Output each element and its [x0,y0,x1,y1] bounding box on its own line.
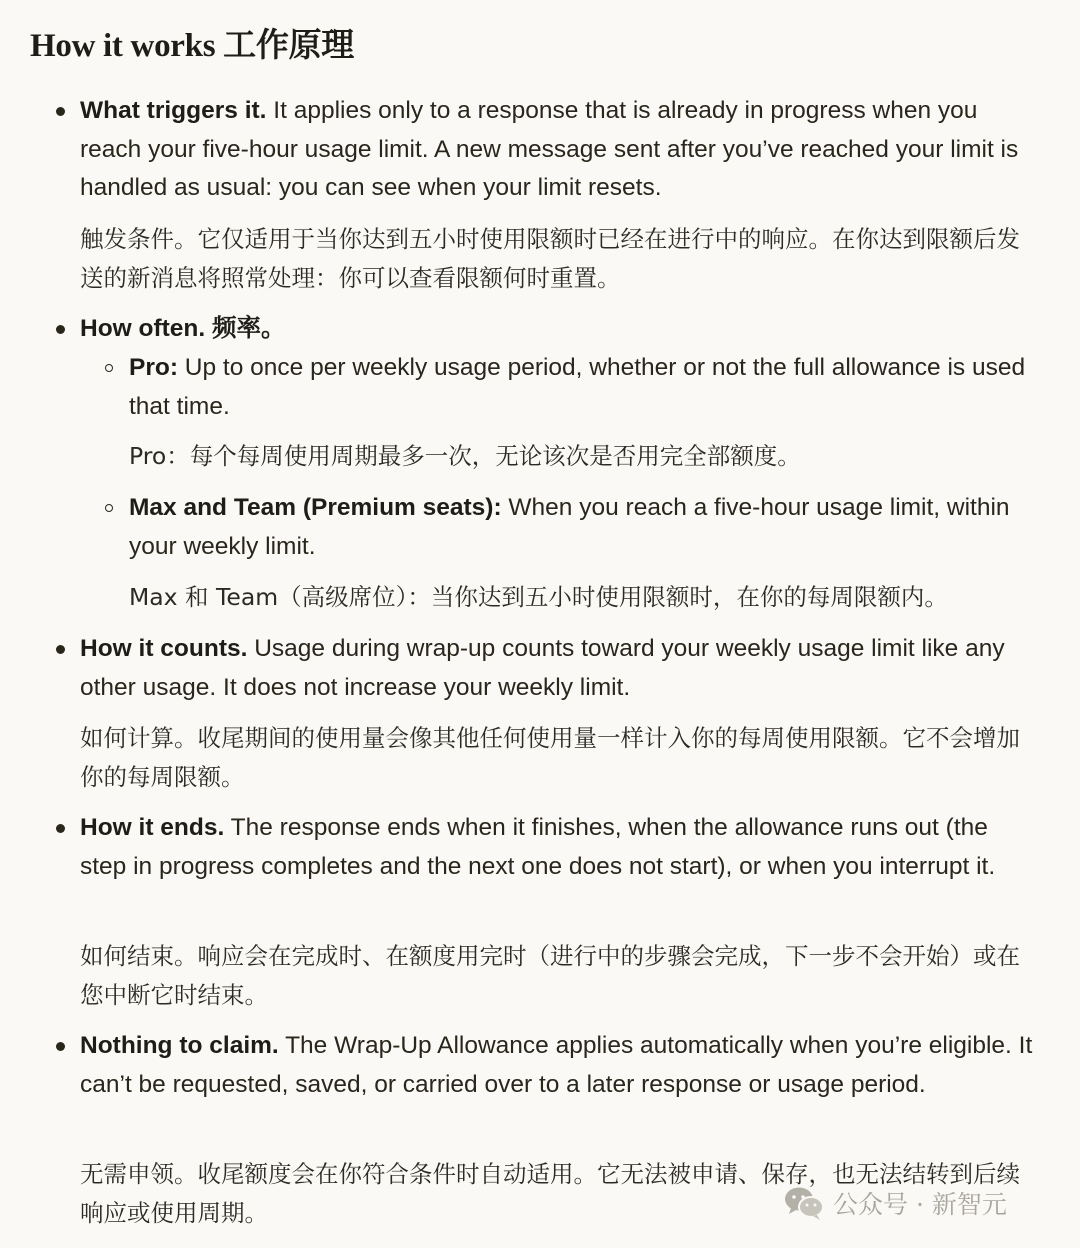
ends-translation: 如何结束。响应会在完成时、在额度用完时（进行中的步骤会完成，下一步不会开始）或在您中断它时结束。 [80,942,1020,1009]
counts-translation: 如何计算。收尾期间的使用量会像其他任何使用量一样计入你的每周使用限额。它不会增加你的每周限额。 [80,724,1020,791]
claim-label: Nothing to claim. [80,1032,279,1059]
sub-bullet-circle [105,364,113,372]
ends-paragraph [80,809,1040,886]
counts-text: Usage during wrap-up counts toward your weekly usage limit like any other usage. It does not increase your weekly limit. [80,635,1005,701]
sub-bullet-circle [105,504,113,512]
max-label: Max and Team (Premium seats): [129,494,502,521]
counts-paragraph [80,630,1040,707]
max-paragraph [129,489,1039,566]
watermark [783,1183,1007,1223]
bullet-dot [56,645,65,654]
counts-label: How it counts. [80,635,248,662]
pro-text: Up to once per weekly usage period, whether or not the full allowance is used that time. [129,354,1026,420]
pro-label: Pro: [129,354,178,381]
triggers-label: What triggers it. [80,97,267,124]
ends-text: The response ends when it finishes, when the allowance runs out (the step in progress completes and the next one does not start), or when you interrupt it. [80,814,996,880]
bullet-dot [56,107,65,116]
max-translation: Max 和 Team（高级席位）：当你达到五小时使用限额时，在你的每周限额内。 [129,583,948,611]
often-paragraph [80,310,1040,349]
pro-translation: Pro：每个每周使用周期最多一次，无论该次是否用完全部额度。 [129,442,801,470]
claim-paragraph [80,1027,1040,1104]
claim-translation: 无需申领。收尾额度会在你符合条件时自动适用。它无法被申请、保存，也无法结转到后续响应或使用周期。 [80,1160,1020,1227]
bullet-dot [56,325,65,334]
ends-label: How it ends. [80,814,225,841]
triggers-text: It applies only to a response that is already in progress when you reach your five-hour usage limit. A new message sent after you’ve reached your limit is handled as usual: you can see when your limit resets. [80,97,1019,202]
wechat-icon [783,1185,825,1221]
bullet-dot [56,824,65,833]
watermark-text: 公众号 · 新智元 [833,1190,1007,1219]
pro-paragraph [129,349,1039,426]
often-label: How often. 频率。 [80,315,286,342]
triggers-translation: 触发条件。它仅适用于当你达到五小时使用限额时已经在进行中的响应。在你达到限额后发送的新消息将照常处理：你可以查看限额何时重置。 [80,225,1020,292]
page-title: How it works 工作原理 [30,28,354,64]
triggers-paragraph [80,92,1040,208]
max-text: When you reach a five-hour usage limit, within your weekly limit. [129,494,1010,560]
bullet-dot [56,1042,65,1051]
claim-text: The Wrap-Up Allowance applies automatically when you’re eligible. It can’t be requested, saved, or carried over to a later response or usage period. [80,1032,1033,1098]
